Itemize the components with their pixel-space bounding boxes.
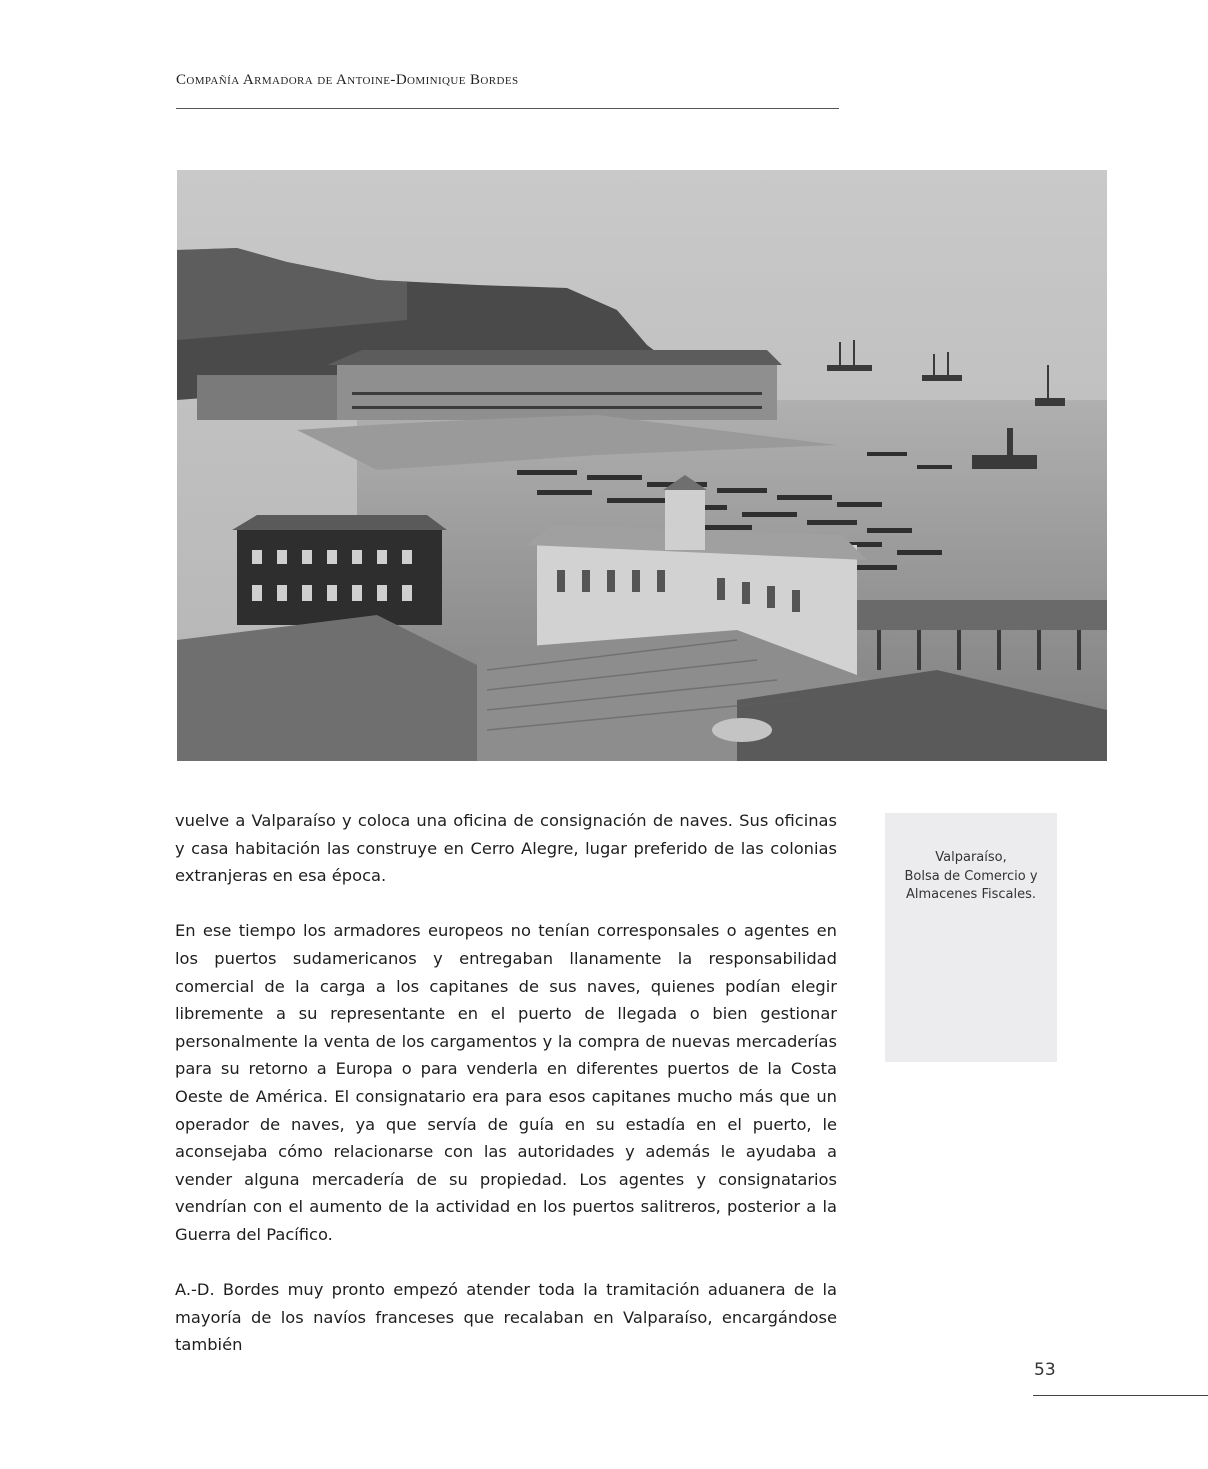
running-header: Compañía Armadora de Antoine-Dominique Bordes <box>176 72 519 88</box>
caption-line: Valparaíso, <box>935 850 1007 865</box>
paragraph-3: A.-D. Bordes muy pronto empezó atender toda la tramitación aduanera de la mayoría de los navíos franceses que recalaban en Valparaíso, encargándose también <box>175 1280 837 1355</box>
pier <box>857 600 1107 630</box>
photo-caption <box>885 813 1057 1062</box>
paragraph-1: vuelve a Valparaíso y coloca una oficina de consignación de naves. Sus oficinas y casa habitación las construye en Cerro Alegre, lugar preferido de las colonias extranjeras en esa época. <box>175 811 837 886</box>
caption-line: Bolsa de Comercio y <box>904 868 1038 884</box>
page-number: 53 <box>1034 1360 1056 1380</box>
footer-rule <box>1033 1395 1208 1396</box>
header-rule <box>176 108 839 109</box>
caption-line: Almacenes Fiscales. <box>906 887 1036 902</box>
dark-building <box>237 530 442 625</box>
body-text <box>175 807 837 1386</box>
harbor-photograph <box>177 170 1107 761</box>
paragraph-2: En ese tiempo los armadores europeos no tenían corresponsales o agentes en los puertos sudamericanos y entregaban llanamente la responsabilidad comercial de la carga a los capitanes de sus naves, quienes podían elegir libremente a su representante en el puerto de llegada o bien gestionar personalmente la venta de los cargamentos y la compra de nuevas mercaderías para su retorno a Europa o para venderla en diferentes puertos de la Costa Oeste de América. El consignatario era para esos capitanes mucho más que un operador de naves, ya que servía de guía en su estadía en el puerto, le aconsejaba cómo relacionarse con las autoridades y además le ayudaba a vender alguna mercadería de su propiedad. Los agentes y consignatarios vendrían con el aumento de la actividad en los puertos salitreros, posterior a la Guerra del Pacífico. <box>175 921 837 1244</box>
dome <box>712 718 772 742</box>
